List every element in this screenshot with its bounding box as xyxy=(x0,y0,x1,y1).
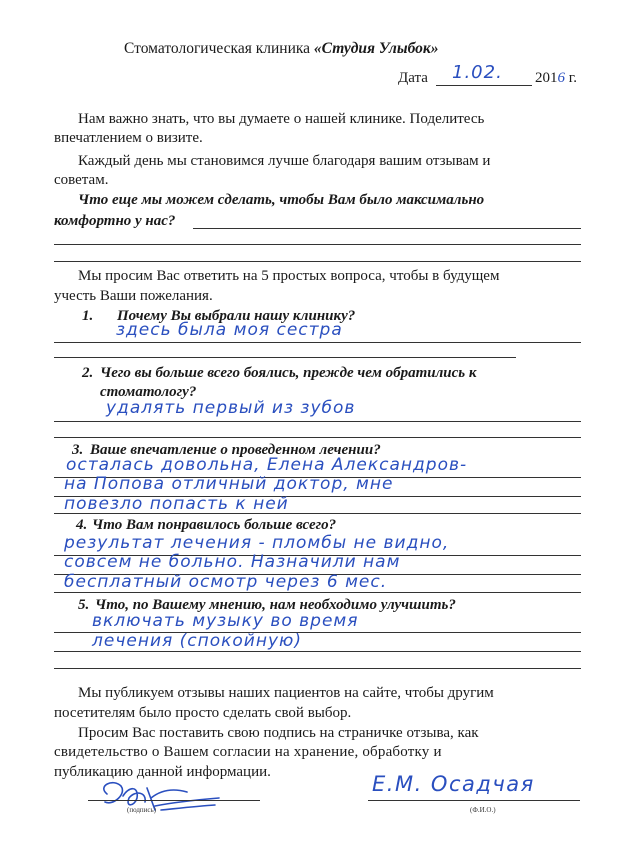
clinic-title xyxy=(124,40,439,58)
comfort-question-line-2: комфортно у нас? xyxy=(54,213,176,229)
comfort-answer-line-2 xyxy=(54,244,581,245)
question-4-text: Что Вам понравилось больше всего? xyxy=(92,517,337,533)
comfort-answer-line-3 xyxy=(54,261,581,262)
question-2-text-line-1: Чего вы больше всего боялись, прежде чем обратились к xyxy=(100,365,477,381)
question-5-number: 5. xyxy=(78,597,90,613)
question-3-text: Ваше впечатление о проведенном лечении? xyxy=(90,442,381,458)
closing-line-3: Просим Вас поставить свою подпись на страничке отзыва, как xyxy=(78,725,479,741)
year-text: 201 xyxy=(535,70,558,86)
answer-3-rule-3 xyxy=(54,513,581,514)
answer-2-rule-1 xyxy=(54,421,581,422)
name-caption: (Ф.И.О.) xyxy=(470,806,496,814)
date-line xyxy=(436,85,532,86)
question-2-text-line-2: стоматологу? xyxy=(100,384,197,400)
question-3-number: 3. xyxy=(72,442,84,458)
question-2-number: 2. xyxy=(82,365,94,381)
answer-3-line-2: на Попова отличный доктор, мне xyxy=(64,474,394,494)
question-5-text: Что, по Вашему мнению, нам необходимо улучшить? xyxy=(95,597,456,613)
request-line-2: учесть Ваши пожелания. xyxy=(54,288,213,304)
answer-1-line-1: здесь была моя сестра xyxy=(116,320,343,340)
intro-line-3: Каждый день мы становимся лучше благодаря вашим отзывам и xyxy=(78,153,491,169)
answer-5-line-2: лечения (спокойную) xyxy=(92,631,302,651)
answer-4-line-2: совсем не больно. Назначили нам xyxy=(64,552,401,572)
comfort-question-line-1: Что еще мы можем сделать, чтобы Вам было максимально xyxy=(78,192,485,208)
intro-line-2: впечатлением о визите. xyxy=(54,130,203,146)
intro-line-4: советам. xyxy=(54,172,109,188)
answer-4-rule-3 xyxy=(54,592,581,593)
name-line xyxy=(368,800,580,801)
date-label: Дата xyxy=(398,70,428,86)
closing-line-2: посетителям было просто сделать свой выбор. xyxy=(54,705,352,721)
answer-1-rule-2 xyxy=(54,357,516,358)
closing-line-4: свидетельство о Вашем согласии на хранение, обработку и xyxy=(54,744,442,760)
answer-1-rule-1 xyxy=(54,342,581,343)
answer-3-line-3: повезло попасть к ней xyxy=(64,494,289,514)
answer-4-line-1: результат лечения - пломбы не видно, xyxy=(64,533,450,553)
closing-line-5: публикацию данной информации. xyxy=(54,764,271,780)
answer-5-rule-2 xyxy=(54,651,581,652)
closing-line-1: Мы публикуем отзывы наших пациентов на сайте, чтобы другим xyxy=(78,685,494,701)
answer-3-line-1: осталась довольна, Елена Александров- xyxy=(66,455,468,475)
year-suffix: г. xyxy=(568,70,577,86)
question-1-text: Почему Вы выбрали нашу клинику? xyxy=(117,308,356,324)
clinic-name: «Студия Улыбок» xyxy=(313,40,439,57)
answer-2-line-1: удалять первый из зубов xyxy=(106,398,356,418)
year-digit: 6 xyxy=(557,70,565,86)
answer-4-line-3: бесплатный осмотр через 6 мес. xyxy=(64,572,388,592)
intro-line-1: Нам важно знать, что вы думаете о нашей клинике. Поделитесь xyxy=(78,111,485,127)
date-value: 1.02. xyxy=(452,62,503,83)
answer-2-rule-2 xyxy=(54,437,581,438)
handwritten-name: Е.М. Осадчая xyxy=(372,772,535,796)
request-line-1: Мы просим Вас ответить на 5 простых вопроса, чтобы в будущем xyxy=(78,268,500,284)
clinic-prefix: Стоматологическая клиника xyxy=(124,40,311,57)
signature-caption: (подпись) xyxy=(127,806,157,814)
answer-5-rule-3 xyxy=(54,668,581,669)
question-4-number: 4. xyxy=(76,517,88,533)
year xyxy=(535,69,577,87)
answer-5-line-1: включать музыку во время xyxy=(92,611,359,631)
signature-line xyxy=(88,800,260,801)
question-1-number: 1. xyxy=(82,308,94,324)
handwritten-signature xyxy=(95,776,225,816)
comfort-answer-line-1 xyxy=(193,228,581,229)
